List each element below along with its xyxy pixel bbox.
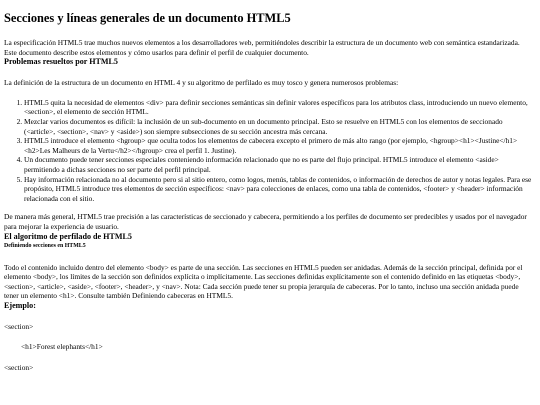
example-code-line: <h1>Forest elephants</h1> [21,342,103,352]
list-item: 4. Un documento puede tener secciones especiales conteniendo información relacionado que no es parte del flujo principal. HTML5 introduce el elemento <aside> permitiendo a dichas secciones no ser parte del perfil principal. [24,155,534,174]
problem-list [4,98,534,204]
defining-sections-paragraph: Todo el contenido incluido dentro del elemento <body> es parte de una sección. Las secciones en HTML5 pueden ser anidadas. Además de la sección principal, definida por el elemento <body>, los límites de la sección son definidos explícita o implícitamente. Las secciones definidas explícitamente son el contenido definido en las etiquetas <body>, <section>, <article>, <aside>, <footer>, <header>, y <nav>. Nota: Cada sección puede tener su propia jerarquía de cabeceras. Por lo tanto, incluso una sección anidada puede tener un elemento <h1>. Consulte también Definiendo cabeceras en HTML5. [4,262,523,301]
list-item: 3. HTML5 introduce el elemento <hgroup> que oculta todos los elementos de cabecera excepto el primero de más alto rango (por ejemplo, <hgroup><h1><Justine</h1><h2>Les Malheurs de la Vertu</h2></hgroup> crea el perfil 1. Justine). [24,136,534,155]
closing-paragraph: De manera más general, HTML5 trae precisión a las características de seccionado y cabecera, permitiendo a los perfiles de documento ser predecibles y usados por el navegador para mejorar la experiencia de usuario. [4,212,527,231]
problems-heading: Problemas resueltos por HTML5 [4,57,118,67]
example-code-line: <section> [4,363,34,373]
list-item: 5. Hay información relacionada no al documento pero si al sitio entero, como logos, menús, tablas de contenidos, o información de derechos de autor y notas legales. Para ese propósito, HTML5 introduce tres elementos de sección específicos: <nav> para colecciones de enlaces, como una tabla de contenidos, <footer> y <header> información relacionada con el sitio. [24,175,534,204]
problems-intro-paragraph: La definición de la estructura de un documento en HTML 4 y su algoritmo de perfilado es muy tosco y genera numerosos problemas: [4,78,399,88]
algorithm-heading: El algoritmo de perfilado de HTML5 [4,231,132,241]
list-item: 2. Mezclar varios documentos es difícil: la inclusión de un sub-documento en un documento principal. Esto se resuelve en HTML5 con los elementos de seccionado (<article>, <section>, <nav> y <aside>) son siempre subsecciones de su sección ancestra más cercana. [24,117,534,136]
example-code-line: <section> [4,321,34,331]
list-item: 1. HTML5 quita la necesidad de elementos <div> para definir secciones semánticas sin definir valores específicos para los atributos class, introduciendo un nuevo elemento, <section>, el elemento de sección HTML. [24,98,534,117]
example-heading: Ejemplo: [4,300,36,310]
intro-paragraph: La especificación HTML5 trae muchos nuevos elementos a los desarrolladores web, permitiéndoles describir la estructura de un documento web con semántica estandarizada. Este documento describe estos elementos y cómo usarlos para definir el perfil de cualquier documento. [4,38,520,57]
defining-sections-heading: Definiendo secciones en HTML5 [4,242,86,249]
page-title: Secciones y líneas generales de un documento HTML5 [4,11,291,25]
